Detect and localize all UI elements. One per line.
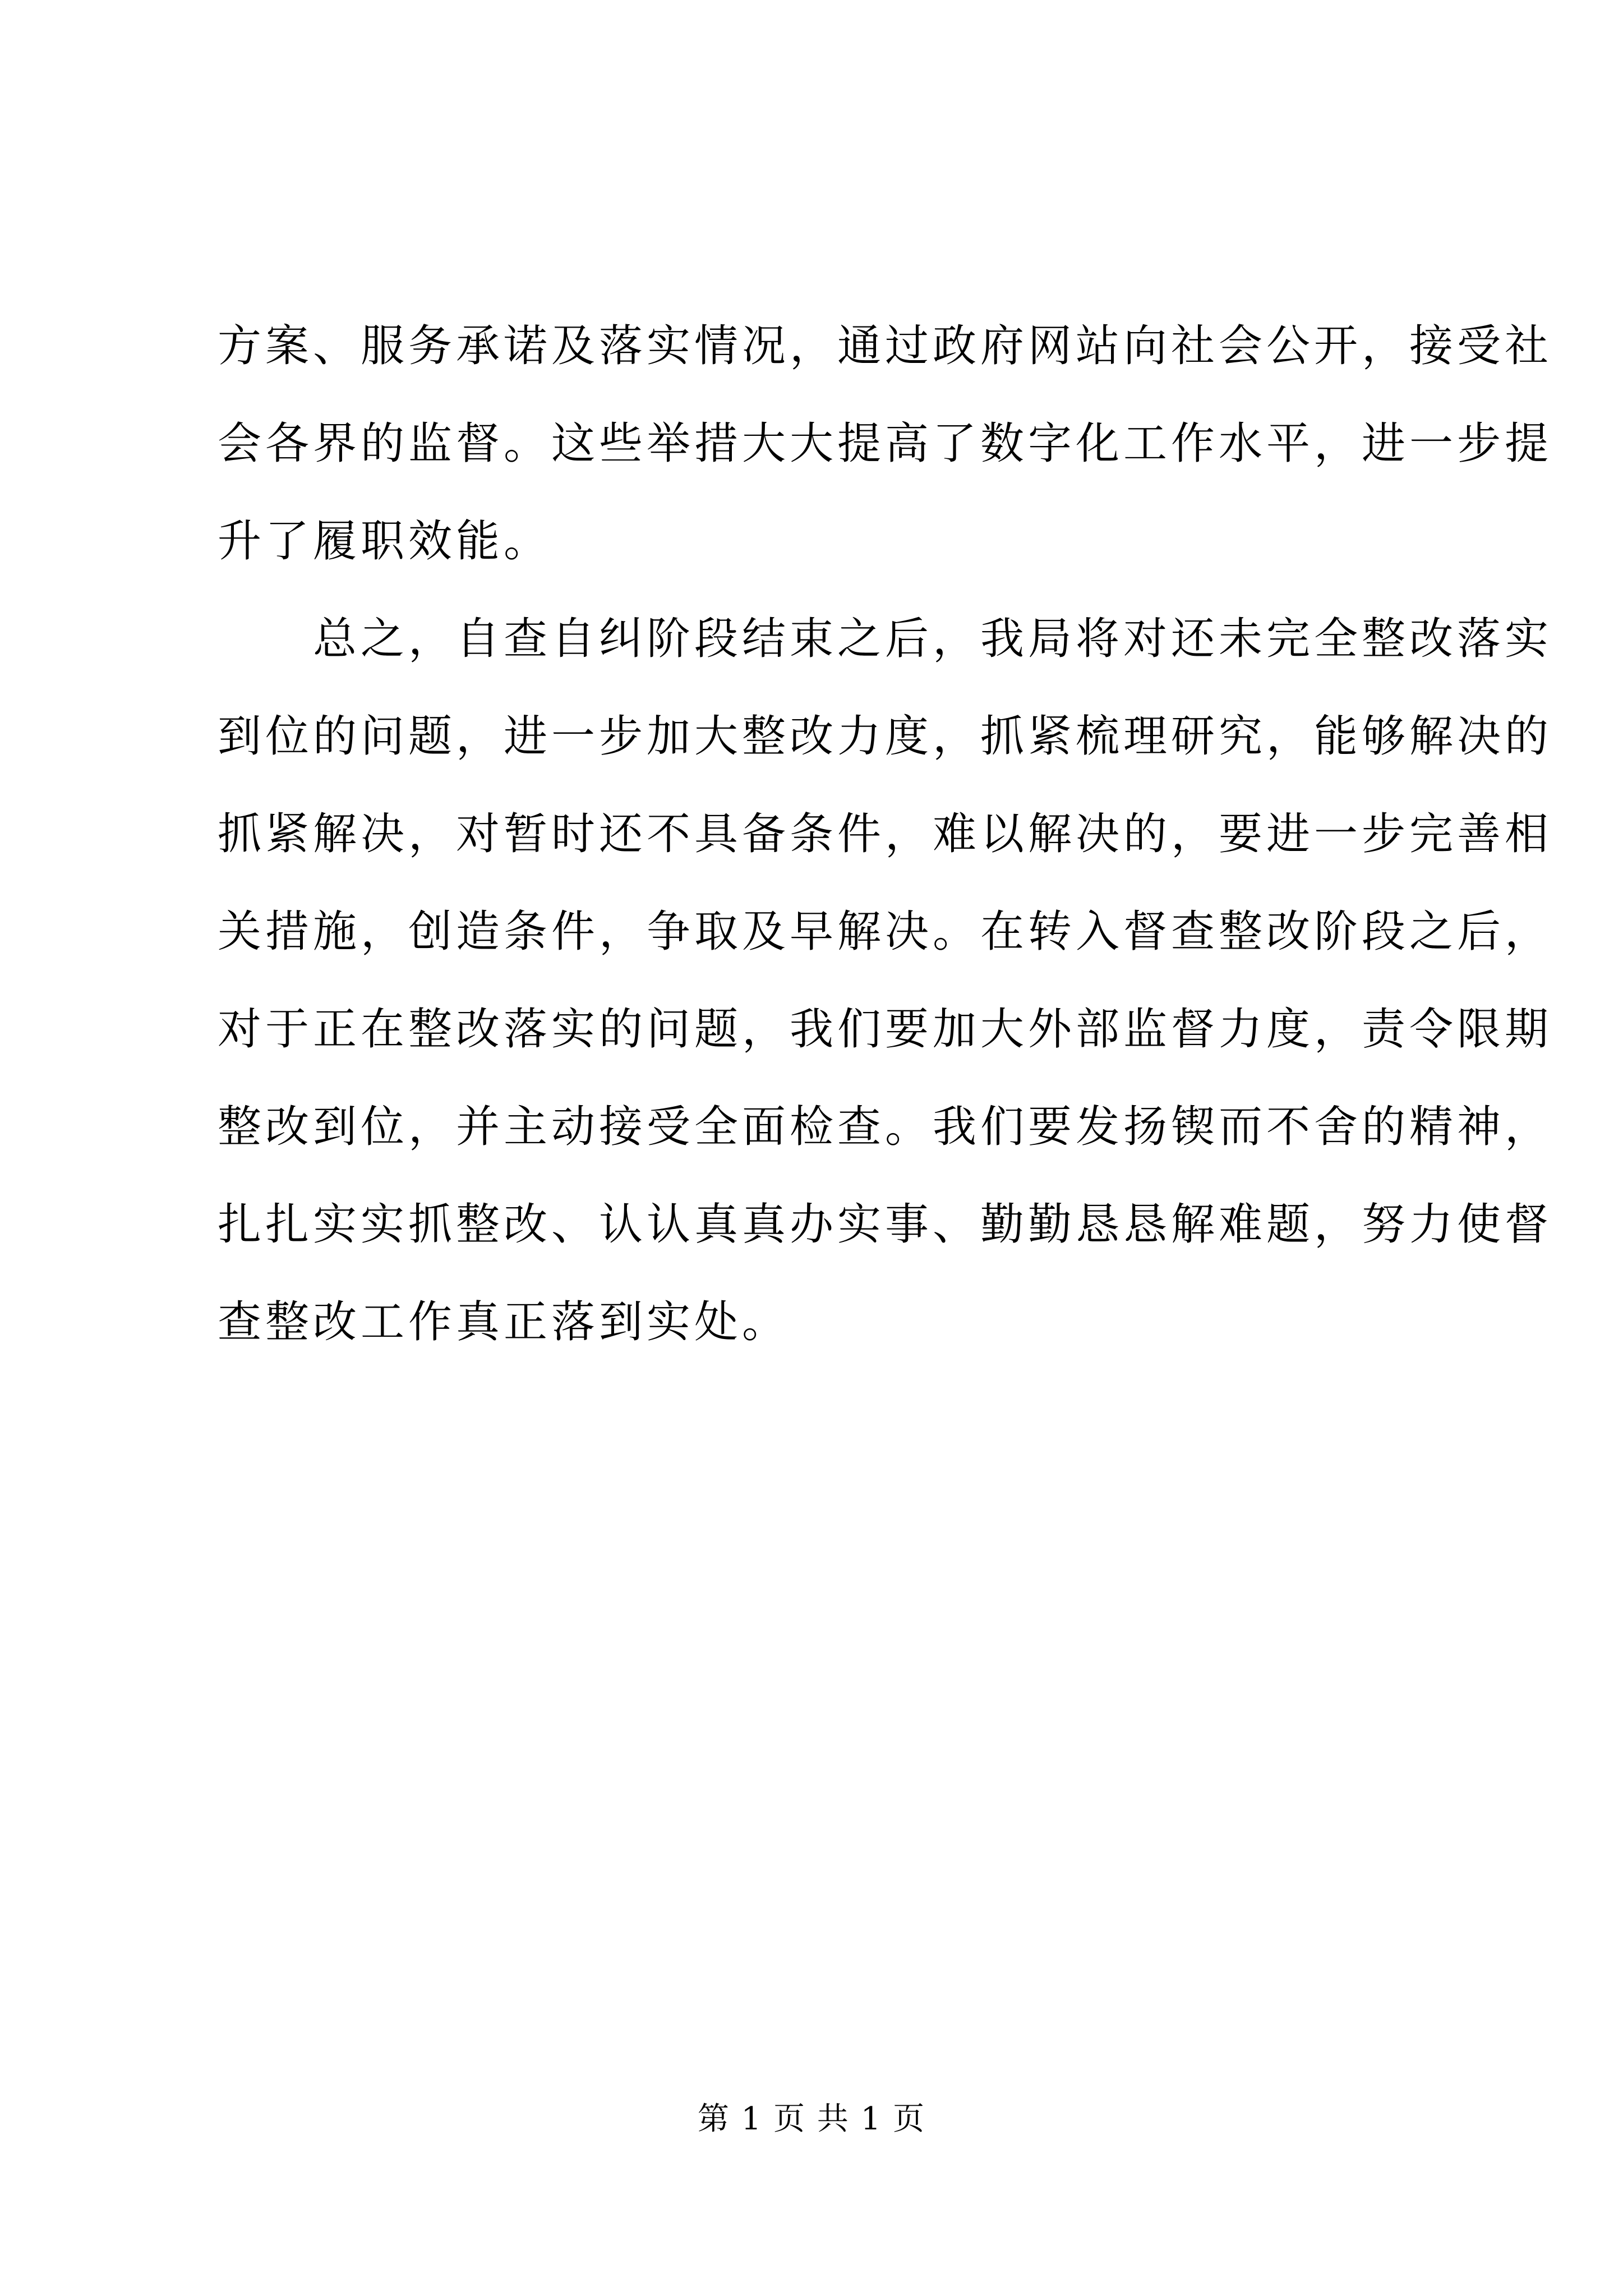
- text-line: 整改到位，并主动接受全面检查。我们要发扬锲而不舍的精神，: [218, 1102, 1553, 1152]
- text-line: 对于正在整改落实的问题，我们要加大外部监督力度，责令限期: [218, 1004, 1553, 1055]
- text-line: 扎扎实实抓整改、认认真真办实事、勤勤恳恳解难题，努力使督: [218, 1199, 1553, 1250]
- document-body: [218, 297, 1553, 1371]
- text-line: 升了履职效能。: [218, 516, 552, 567]
- text-line: 到位的问题，进一步加大整改力度，抓紧梳理研究，能够解决的: [218, 711, 1553, 762]
- text-line: 关措施，创造条件，争取及早解决。在转入督查整改阶段之后，: [218, 907, 1553, 957]
- text-line: 总之，自查自纠阶段结束之后，我局将对还未完全整改落实: [218, 614, 1553, 664]
- text-line: 会各界的监督。这些举措大大提高了数字化工作水平，进一步提: [218, 418, 1553, 469]
- text-line: 抓紧解决，对暂时还不具备条件，难以解决的，要进一步完善相: [218, 809, 1553, 859]
- text-line: 方案、服务承诺及落实情况，通过政府网站向社会公开，接受社: [218, 321, 1553, 371]
- page-footer: [0, 2097, 1623, 2142]
- page-number-label: 第 1 页 共 1 页: [697, 2101, 926, 2137]
- text-line: 查整改工作真正落到实处。: [218, 1297, 790, 1347]
